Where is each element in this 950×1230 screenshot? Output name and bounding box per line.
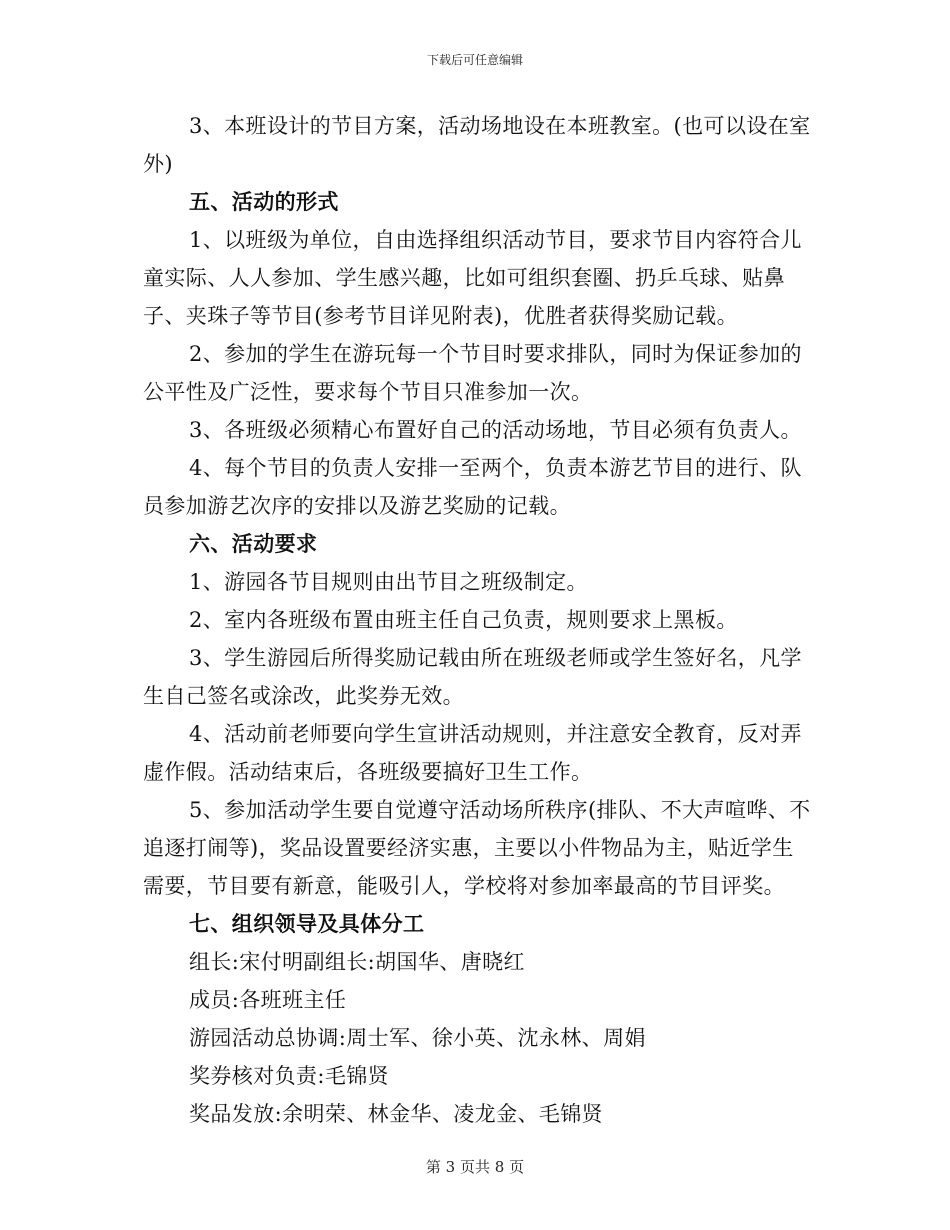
role-prize-distribution: 奖品发放:余明荣、林金华、凌龙金、毛锦贤 xyxy=(189,1102,604,1126)
paragraph-5-1: 1、以班级为单位，自由选择组织活动节目，要求节目内容符合儿童实际、人人参加、学生感兴趣，比如可组织套圈、扔乒乓球、贴鼻子、夹珠子等节目(参考节目详见附表)，优胜者获得奖励记载。 xyxy=(143,228,802,328)
section-heading-7: 七、组织领导及具体分工 xyxy=(189,911,425,936)
role-members: 成员:各班班主任 xyxy=(189,988,347,1012)
paragraph-5-4: 4、每个节目的负责人安排一至两个，负责本游艺节目的进行、队员参加游艺次序的安排以及游艺奖励的记载。 xyxy=(143,456,802,518)
page-header: 下载后可任意编辑 xyxy=(426,53,523,67)
section-heading-5: 五、活动的形式 xyxy=(189,189,339,214)
document-body xyxy=(143,107,811,1133)
role-voucher-check: 奖券核对负责:毛锦贤 xyxy=(189,1064,390,1088)
page-footer: 第 3 页共 8 页 xyxy=(425,1158,525,1176)
paragraph-5-2: 2、参加的学生在游玩每一个节目时要求排队，同时为保证参加的公平性及广泛性，要求每个节目只准参加一次。 xyxy=(143,342,802,404)
paragraph-venue: 3、本班设计的节目方案，活动场地设在本班教室。(也可以设在室外) xyxy=(143,114,811,176)
role-coordinators: 游园活动总协调:周士军、徐小英、沈永林、周娟 xyxy=(189,1026,646,1050)
section-heading-6: 六、活动要求 xyxy=(189,531,318,556)
paragraph-6-1: 1、游园各节目规则由出节目之班级制定。 xyxy=(189,570,588,594)
paragraph-6-5: 5、参加活动学生要自觉遵守活动场所秩序(排队、不大声喧哗、不追逐打闹等)，奖品设置要经济实惠，主要以小件物品为主，贴近学生需要，节目要有新意，能吸引人，学校将对参加率最高的节目评奖。 xyxy=(143,798,811,898)
paragraph-6-2: 2、室内各班级布置由班主任自己负责，规则要求上黑板。 xyxy=(189,608,738,632)
paragraph-5-3: 3、各班级必须精心布置好自己的活动场地，节目必须有负责人。 xyxy=(189,418,802,442)
paragraph-6-3: 3、学生游园后所得奖励记载由所在班级老师或学生签好名，凡学生自己签名或涂改，此奖券无效。 xyxy=(143,646,802,708)
paragraph-6-4: 4、活动前老师要向学生宣讲活动规则，并注意安全教育，反对弄虚作假。活动结束后，各班级要搞好卫生工作。 xyxy=(143,722,802,784)
role-leaders: 组长:宋付明副组长:胡国华、唐晓红 xyxy=(189,950,525,974)
